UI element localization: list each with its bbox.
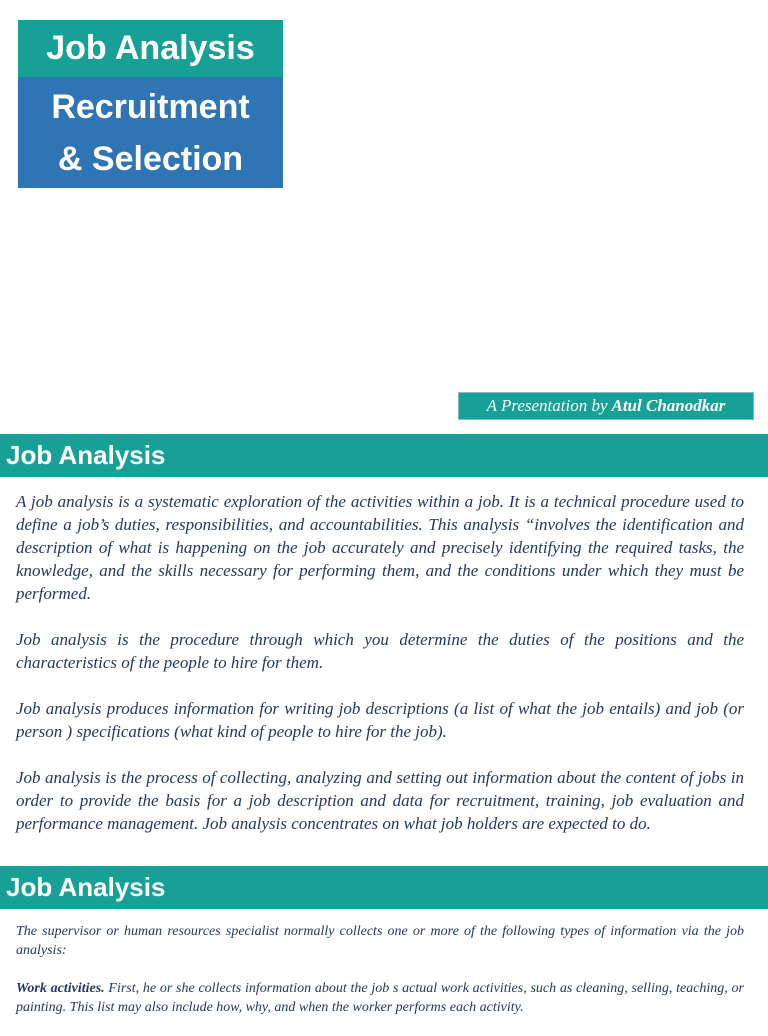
paragraph-work-activities: [16, 979, 744, 1017]
paragraph-intro: The supervisor or human resources specialist normally collects one or more of the following types of information via the job analysis:: [16, 924, 744, 958]
slide-body: [16, 922, 744, 1036]
title-line-3: & Selection: [57, 139, 244, 178]
title-line-2: Recruitment: [51, 87, 250, 126]
slide-header-text: Job Analysis: [6, 872, 166, 902]
paragraph-definition: A job analysis is a systematic exploration of the activities within a job. It is a technical procedure used to define a job’s duties, responsibilities, and accountabilities. This analysis “involves the identification and description of what is happening on the job accurately and precisely identifying the required tasks, the knowledge, and the skills necessary for performing them, and the conditions under which they must be performed.: [16, 492, 744, 603]
work-activities-text: First, he or she collects information about the job s actual work activities, such as cleaning, selling, teaching, or painting. This list may also include how, why, and when the worker performs each activity.: [16, 981, 744, 1015]
presentation-byline: [458, 392, 754, 420]
byline-author: Atul Chanodkar: [611, 396, 726, 415]
job-analysis-slide: [0, 432, 768, 864]
title-line-1: Job Analysis: [46, 29, 255, 67]
work-activities-label: Work activities.: [16, 981, 105, 996]
byline-prefix: A Presentation by: [486, 396, 608, 415]
title-slide: [0, 0, 768, 432]
paragraph-information: Job analysis produces information for writing job descriptions (a list of what the job entails) and job (or person ) specifications (what kind of people to hire for the job).: [16, 699, 744, 741]
job-analysis-info-slide: [0, 864, 768, 1024]
title-block: [18, 20, 283, 188]
paragraph-procedure: Job analysis is the procedure through which you determine the duties of the positions and the characteristics of the people to hire for them.: [16, 630, 744, 672]
slide-header: [0, 434, 768, 477]
slide-header-text: Job Analysis: [6, 440, 166, 470]
title-job-analysis: [18, 20, 283, 77]
slide-body: [16, 490, 744, 858]
slide-header: [0, 866, 768, 909]
paragraph-process: Job analysis is the process of collecting, analyzing and setting out information about the content of jobs in order to provide the basis for a job description and data for recruitment, training, job evaluation and performance management. Job analysis concentrates on what job holders are expected to do.: [16, 768, 744, 833]
title-recruitment-selection: [18, 77, 283, 188]
